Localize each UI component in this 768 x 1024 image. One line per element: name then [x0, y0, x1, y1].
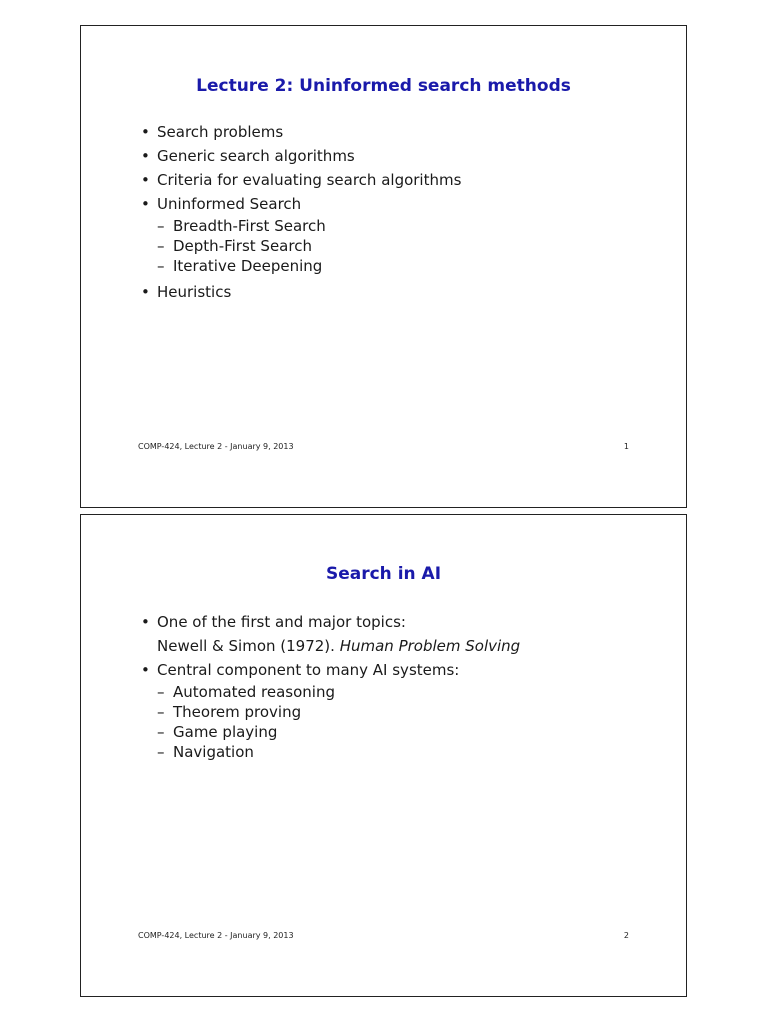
- bullet-item: [141, 610, 520, 658]
- sub-bullet-item: – Iterative Deepening: [157, 256, 461, 276]
- bullet-list: [141, 120, 461, 304]
- sub-bullet-list: [157, 216, 461, 280]
- sub-bullet-item: – Breadth-First Search: [157, 216, 461, 236]
- bullet-text: Generic search algorithms: [157, 147, 355, 165]
- bullet-text: Uninformed Search: [157, 195, 302, 213]
- page-number: 1: [623, 442, 629, 451]
- sub-bullet-item: – Game playing: [157, 722, 520, 742]
- slide-title: Search in AI: [325, 564, 442, 584]
- sub-bullet-item: – Navigation: [157, 742, 520, 762]
- bullet-item: [141, 280, 461, 304]
- bullet-item: [141, 658, 520, 766]
- slide-footer: COMP-424, Lecture 2 - January 9, 2013: [138, 931, 294, 940]
- bullet-item: [141, 192, 461, 280]
- book-title: Human Problem Solving: [339, 637, 521, 655]
- bullet-text: One of the first and major topics:: [157, 613, 406, 631]
- slide-title: Lecture 2: Uninformed search methods: [196, 76, 571, 96]
- bullet-list: [141, 610, 520, 766]
- bullet-text: Heuristics: [157, 283, 232, 301]
- bullet-continuation: [157, 634, 520, 658]
- sub-bullet-item: – Depth-First Search: [157, 236, 461, 256]
- citation-text: Newell & Simon (1972).: [157, 637, 335, 655]
- bullet-item: [141, 144, 461, 168]
- bullet-text: Criteria for evaluating search algorithms: [157, 171, 462, 189]
- sub-bullet-list: [157, 682, 520, 766]
- page-number: 2: [623, 931, 629, 940]
- sub-bullet-item: – Theorem proving: [157, 702, 520, 722]
- bullet-text: Central component to many AI systems:: [157, 661, 460, 679]
- bullet-text: Search problems: [157, 123, 284, 141]
- slide-2: [80, 514, 687, 997]
- slide-1: [80, 25, 687, 508]
- slide-footer: COMP-424, Lecture 2 - January 9, 2013: [138, 442, 294, 451]
- sub-bullet-item: – Automated reasoning: [157, 682, 520, 702]
- bullet-item: [141, 120, 461, 144]
- bullet-item: [141, 168, 461, 192]
